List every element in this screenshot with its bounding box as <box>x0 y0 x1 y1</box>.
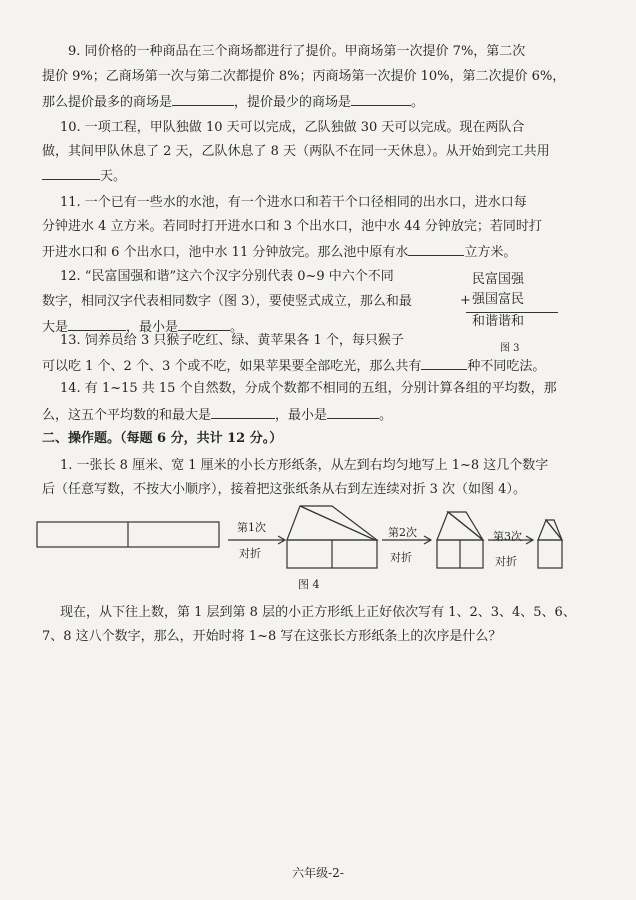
q9-text-a: 那么提价最多的商场是 <box>42 95 173 110</box>
fold-1-flap <box>287 506 375 540</box>
q9-line1: 9. 同价格的一种商品在三个商场都进行了提价。甲商场第一次提价 7%，第二次 <box>68 44 526 59</box>
fold-2-flap-edge <box>448 512 483 540</box>
q11-text-a: 开进水口和 6 个出水口，池中水 11 分钟放完。那么池中原有水 <box>42 245 409 260</box>
figure-3-caption: 图 3 <box>500 343 520 354</box>
q14-text-b: ，最小是 <box>275 408 328 423</box>
puzzle-row-3: 和谐谐和 <box>472 314 525 329</box>
op1-line3: 现在，从下往上数，第 1 层到第 8 层的小正方形纸上正好依次写有 1、2、3、4、5、6、 <box>60 605 576 620</box>
q10-line1: 10. 一项工程，甲队独做 10 天可以完成，乙队独做 30 天可以完成。现在两队合 <box>60 120 525 135</box>
fold-1-flap-edge <box>300 506 377 540</box>
q12-line1: 12. “民富国强和谐”这六个汉字分别代表 0~9 中六个不同 <box>60 269 394 284</box>
q11-text-b: 立方米。 <box>464 245 517 260</box>
q10-line2: 做，其间甲队休息了 2 天，乙队休息了 8 天（两队不在同一天休息）。从开始到完工共用 <box>42 144 550 159</box>
fold-1-label-top: 第1次 <box>237 521 266 534</box>
fold-3-flap-edge <box>546 520 562 540</box>
q13-line1: 13. 饲养员给 3 只猴子吃红、绿、黄苹果各 1 个，每只猴子 <box>60 333 404 348</box>
q12-line2: 数字，相同汉字代表相同数字（图 3），要使竖式成立，那么和最 <box>42 294 412 309</box>
puzzle-row-2: 强国富民 <box>472 292 525 307</box>
q11-line1: 11. 一个已有一些水的水池，有一个进水口和若干个口径相同的出水口，进水口每 <box>60 195 527 210</box>
q10-text-b: 天。 <box>100 169 127 184</box>
page-footer: 六年级-2- <box>292 866 344 880</box>
q12-text-b: ，最小是 <box>126 320 179 335</box>
fold-2-label-top: 第2次 <box>388 526 417 539</box>
op1-line2: 后（任意写数，不按大小顺序），接着把这张纸条从右到左连续对折 3 次（如图 4）。 <box>42 482 526 497</box>
q13-text-b: 种不同吃法。 <box>467 359 546 374</box>
q14-line1: 14. 有 1~15 共 15 个自然数，分成个数都不相同的五组，分别计算各组的平均数，那 <box>60 381 557 396</box>
q12-text-c: 。 <box>230 320 244 335</box>
q9-text-b: ，提价最少的商场是 <box>234 95 352 110</box>
q9-text-c: 。 <box>411 95 425 110</box>
q14-text-a: 么，这五个平均数的和最大是 <box>42 408 212 423</box>
op1-line1: 1. 一张长 8 厘米、宽 1 厘米的小长方形纸条，从左到右均匀地写上 1~8 这几个数字 <box>60 458 549 473</box>
section-2-heading: 二、操作题。（每题 6 分，共计 12 分。） <box>42 431 283 446</box>
puzzle-plus-sign: + <box>460 293 471 308</box>
figure-4-caption: 图 4 <box>298 578 320 591</box>
op1-line4: 7、8 这八个数字，那么，开始时将 1~8 写在这张长方形纸条上的次序是什么？ <box>42 629 502 644</box>
q14-text-c: 。 <box>379 408 393 423</box>
fold-2-label-bottom: 对折 <box>390 551 412 564</box>
fold-3-label-bottom: 对折 <box>495 555 517 568</box>
fold-1-label-bottom: 对折 <box>239 547 261 560</box>
fold-3-label-top: 第3次 <box>493 530 522 543</box>
fold-2-flap <box>437 512 483 540</box>
q12-text-a: 大是 <box>42 320 69 335</box>
strip-after-fold-3 <box>538 540 562 568</box>
puzzle-row-1: 民富国强 <box>472 272 525 287</box>
q13-text-a: 可以吃 1 个、2 个、3 个或不吃，如果苹果要全部吃光，那么共有 <box>42 359 422 374</box>
q9-line2: 提价 9%；乙商场第一次与第二次都提价 8%；丙商场第一次提价 10%，第二次提价 6%， <box>42 69 566 84</box>
q11-line2: 分钟进水 4 立方米。若同时打开进水口和 3 个出水口，池中水 44 分钟放完；若同时打 <box>42 219 542 234</box>
